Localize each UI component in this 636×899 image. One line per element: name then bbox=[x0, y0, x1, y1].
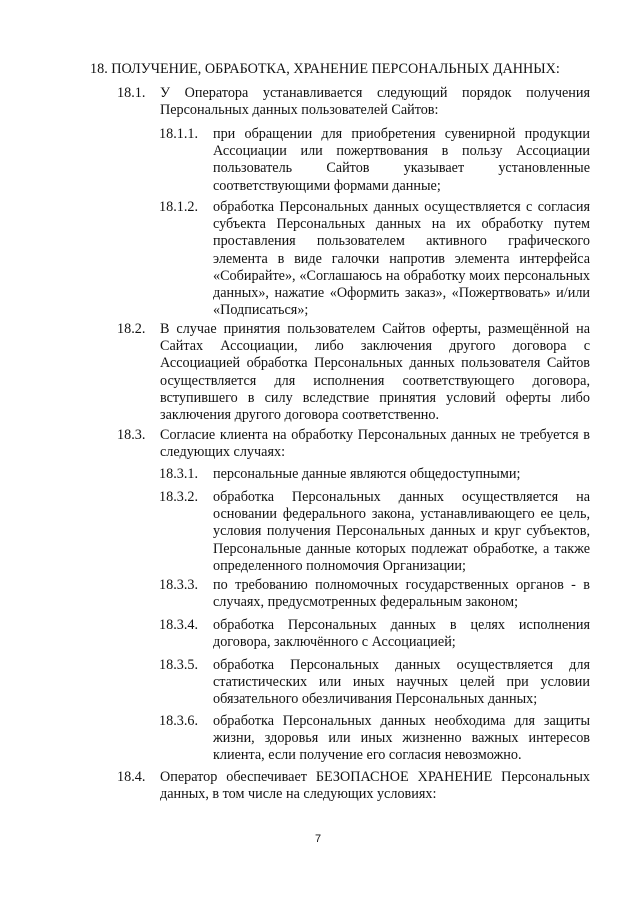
subclause-text: обработка Персональных данных в целях исполнения договора, заключённого с Ассоциацией; bbox=[213, 617, 590, 651]
subclause-number: 18.1.1. bbox=[159, 126, 199, 142]
subclause-number: 18.3.5. bbox=[159, 657, 199, 673]
subclause-number: 18.3.4. bbox=[159, 617, 199, 633]
subclause-text: при обращении для приобретения сувенирной продукции Ассоциации или пожертвования в пользу Ассоциации пользователь Сайтов указывает установленные соответствующими формами данные; bbox=[213, 126, 590, 194]
subclause-number: 18.3.6. bbox=[159, 713, 199, 729]
subclause-text: персональные данные являются общедоступными; bbox=[213, 466, 521, 482]
subclause-number: 18.1.2. bbox=[159, 199, 199, 215]
subclause-text: по требованию полномочных государственных органов - в случаях, предусмотренных федеральным законом; bbox=[213, 577, 590, 611]
subclause-text: обработка Персональных данных осуществляется для статистических или иных научных целей при условии обязательного обезличивания Персональных данных; bbox=[213, 657, 590, 708]
clause-number: 18.1. bbox=[117, 85, 146, 101]
clause-text: В случае принятия пользователем Сайтов оферты, размещённой на Сайтах Ассоциации, либо заключения другого договора с Ассоциацией обработка Персональных данных пользователя Сайтов осуществляется для исполнения соответствующего договора, вступившего в силу вследствие принятия условий оферты либо заключения другого договора соответственно. bbox=[160, 321, 590, 424]
subclause-number: 18.3.3. bbox=[159, 577, 199, 593]
page-number: 7 bbox=[314, 833, 322, 845]
section-heading: 18. ПОЛУЧЕНИЕ, ОБРАБОТКА, ХРАНЕНИЕ ПЕРСОНАЛЬНЫХ ДАННЫХ: bbox=[90, 61, 560, 77]
clause-text: Оператор обеспечивает БЕЗОПАСНОЕ ХРАНЕНИЕ Персональных данных, в том числе на следующих условиях: bbox=[160, 769, 590, 803]
clause-number: 18.4. bbox=[117, 769, 146, 785]
subclause-number: 18.3.1. bbox=[159, 466, 199, 482]
subclause-text: обработка Персональных данных осуществляется на основании федерального закона, устанавливающего ее цель, условия получения Персональных данных и круг субъектов, Персональные данные которых подлежат обработке, а также определенного полномочия Организации; bbox=[213, 489, 590, 574]
subclause-text: обработка Персональных данных осуществляется с согласия субъекта Персональных данных на их обработку путем проставления пользователем активного графического элемента в виде галочки напротив элемента интерфейса «Собирайте», «Соглашаюсь на обработку моих персональных данных», нажатие «Оформить заказ», «Пожертвовать» и/или «Подписаться»; bbox=[213, 199, 590, 319]
clause-text: Согласие клиента на обработку Персональных данных не требуется в следующих случаях: bbox=[160, 427, 590, 461]
clause-text: У Оператора устанавливается следующий порядок получения Персональных данных пользователей Сайтов: bbox=[160, 85, 590, 119]
clause-number: 18.2. bbox=[117, 321, 146, 337]
subclause-text: обработка Персональных данных необходима для защиты жизни, здоровья или иных жизненно важных интересов клиента, если получение его согласия невозможно. bbox=[213, 713, 590, 764]
subclause-number: 18.3.2. bbox=[159, 489, 199, 505]
clause-number: 18.3. bbox=[117, 427, 146, 443]
